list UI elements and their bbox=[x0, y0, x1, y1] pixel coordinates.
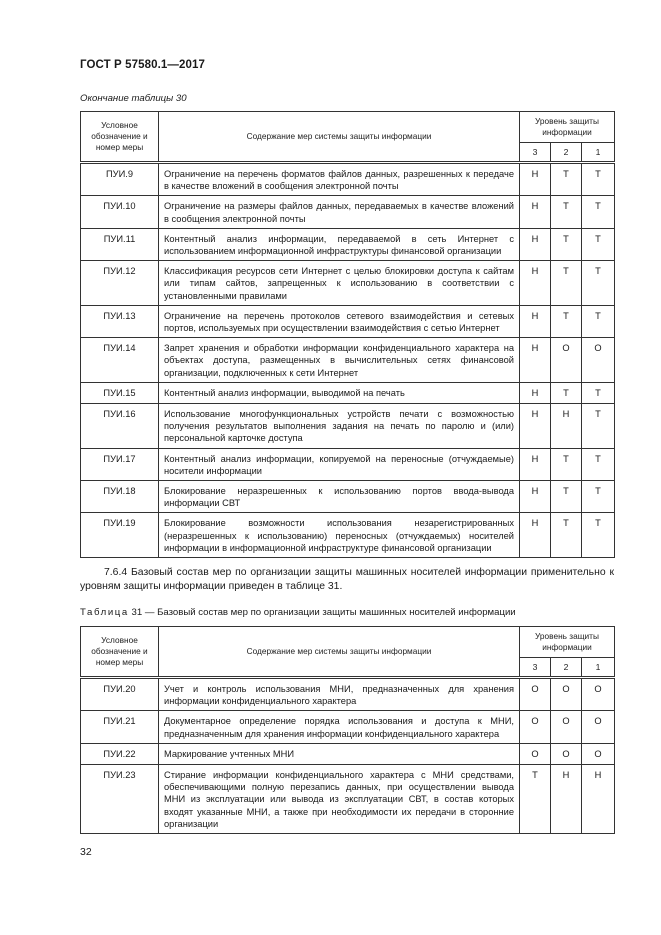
measure-code: ПУИ.21 bbox=[81, 711, 159, 743]
level-2-value: Т bbox=[551, 513, 582, 558]
col-header-description: Содержание мер системы защиты информации bbox=[159, 112, 520, 162]
table-row bbox=[81, 338, 615, 383]
measure-description: Документарное определение порядка использования и доступа к МНИ, предназначенным для хранения информации конфиденциального характера bbox=[159, 711, 520, 743]
section-paragraph: 7.6.4 Базовый состав мер по организации защиты машинных носителей информации применительно к уровням защиты информации приведен в таблице 31. bbox=[80, 567, 614, 592]
measure-description: Контентный анализ информации, выводимой на печать bbox=[159, 382, 520, 403]
table-row bbox=[81, 196, 615, 228]
level-2-value: Т bbox=[551, 448, 582, 480]
level-3-value: Н bbox=[520, 164, 551, 196]
table31-caption-text: 31 — Базовый состав мер по организации защиты машинных носителей информации bbox=[128, 607, 516, 618]
level-3-value: Н bbox=[520, 481, 551, 513]
measure-description: Блокирование неразрешенных к использованию портов ввода-вывода информации СВТ bbox=[159, 481, 520, 513]
measure-description: Использование многофункциональных устройств печати с возможностью получения результатов выполнения задания на печать по паролю и (или) персональной карточке доступа bbox=[159, 404, 520, 449]
measure-code: ПУИ.15 bbox=[81, 382, 159, 403]
measure-code: ПУИ.20 bbox=[81, 679, 159, 711]
table-row bbox=[81, 382, 615, 403]
level-1-value: Т bbox=[582, 261, 615, 306]
level-3-value: Н bbox=[520, 513, 551, 558]
level-2-value: Т bbox=[551, 261, 582, 306]
level-1-value: Т bbox=[582, 404, 615, 449]
level-1-value: О bbox=[582, 679, 615, 711]
measures-table-30 bbox=[80, 111, 615, 558]
level-3-value: Н bbox=[520, 404, 551, 449]
level-3-value: Н bbox=[520, 196, 551, 228]
measure-code: ПУИ.14 bbox=[81, 338, 159, 383]
col-header-description: Содержание мер системы защиты информации bbox=[159, 627, 520, 677]
page-number: 32 bbox=[80, 846, 92, 858]
measure-description: Классификация ресурсов сети Интернет с целью блокировки доступа к сайтам или типам сайтов, запрещенных к использованию в соответствии с установленными правилами bbox=[159, 261, 520, 306]
col-header-level-2: 2 bbox=[551, 658, 582, 677]
table-row bbox=[81, 305, 615, 337]
level-1-value: Н bbox=[582, 765, 615, 834]
level-2-value: Т bbox=[551, 481, 582, 513]
measure-code: ПУИ.19 bbox=[81, 513, 159, 558]
measure-code: ПУИ.13 bbox=[81, 305, 159, 337]
level-1-value: Т bbox=[582, 481, 615, 513]
level-3-value: О bbox=[520, 743, 551, 764]
measure-code: ПУИ.9 bbox=[81, 164, 159, 196]
level-1-value: Т bbox=[582, 305, 615, 337]
col-header-code: Условное обозначение и номер меры bbox=[81, 627, 159, 677]
measure-code: ПУИ.17 bbox=[81, 448, 159, 480]
level-2-value: О bbox=[551, 338, 582, 383]
measure-description: Запрет хранения и обработки информации конфиденциального характера на объектах доступа, размещенных в вычислительных сетях финансовой организации, подключенных к сети Интернет bbox=[159, 338, 520, 383]
level-3-value: Н bbox=[520, 338, 551, 383]
col-header-level-3: 3 bbox=[520, 143, 551, 162]
table-row bbox=[81, 228, 615, 260]
level-1-value: Т bbox=[582, 164, 615, 196]
level-1-value: Т bbox=[582, 382, 615, 403]
level-1-value: О bbox=[582, 743, 615, 764]
table-row bbox=[81, 765, 615, 834]
table-row bbox=[81, 448, 615, 480]
measure-code: ПУИ.10 bbox=[81, 196, 159, 228]
measure-description: Ограничение на перечень форматов файлов данных, разрешенных к передаче в качестве вложений в сообщения электронной почты bbox=[159, 164, 520, 196]
col-header-level-2: 2 bbox=[551, 143, 582, 162]
table-row bbox=[81, 711, 615, 743]
level-1-value: Т bbox=[582, 513, 615, 558]
table31-caption-prefix: Таблица bbox=[80, 607, 129, 618]
level-3-value: Т bbox=[520, 765, 551, 834]
col-header-level-3: 3 bbox=[520, 658, 551, 677]
measure-code: ПУИ.16 bbox=[81, 404, 159, 449]
measure-code: ПУИ.22 bbox=[81, 743, 159, 764]
measure-code: ПУИ.12 bbox=[81, 261, 159, 306]
table30-caption: Окончание таблицы 30 bbox=[80, 93, 187, 104]
level-1-value: О bbox=[582, 711, 615, 743]
col-header-code: Условное обозначение и номер меры bbox=[81, 112, 159, 162]
table30-body bbox=[81, 164, 615, 558]
level-2-value: О bbox=[551, 743, 582, 764]
col-header-protection-level: Уровень защиты информации bbox=[520, 112, 615, 143]
measure-code: ПУИ.18 bbox=[81, 481, 159, 513]
level-3-value: Н bbox=[520, 228, 551, 260]
col-header-level-1: 1 bbox=[582, 658, 615, 677]
level-2-value: Т bbox=[551, 164, 582, 196]
measure-description: Ограничение на размеры файлов данных, передаваемых в качестве вложений в сообщения электронной почты bbox=[159, 196, 520, 228]
table-row bbox=[81, 164, 615, 196]
measure-description: Маркирование учтенных МНИ bbox=[159, 743, 520, 764]
level-2-value: Т bbox=[551, 382, 582, 403]
table31-body bbox=[81, 679, 615, 834]
level-3-value: Н bbox=[520, 305, 551, 337]
level-2-value: О bbox=[551, 711, 582, 743]
level-3-value: Н bbox=[520, 261, 551, 306]
measure-description: Контентный анализ информации, передаваемой в сеть Интернет с использованием информационной инфраструктуры финансовой организации bbox=[159, 228, 520, 260]
level-2-value: Т bbox=[551, 305, 582, 337]
measure-description: Ограничение на перечень протоколов сетевого взаимодействия и сетевых портов, используемых при осуществлении взаимодействия с сетью Интернет bbox=[159, 305, 520, 337]
table-row bbox=[81, 261, 615, 306]
level-3-value: Н bbox=[520, 382, 551, 403]
table-row bbox=[81, 481, 615, 513]
table31-caption bbox=[80, 607, 516, 618]
level-1-value: Т bbox=[582, 448, 615, 480]
level-3-value: Н bbox=[520, 448, 551, 480]
level-1-value: Т bbox=[582, 228, 615, 260]
table-row bbox=[81, 513, 615, 558]
level-2-value: О bbox=[551, 679, 582, 711]
measure-description: Учет и контроль использования МНИ, предназначенных для хранения информации конфиденциального характера bbox=[159, 679, 520, 711]
document-header: ГОСТ Р 57580.1—2017 bbox=[80, 59, 205, 71]
table-row bbox=[81, 404, 615, 449]
level-2-value: Н bbox=[551, 765, 582, 834]
level-2-value: Н bbox=[551, 404, 582, 449]
level-3-value: О bbox=[520, 679, 551, 711]
measure-code: ПУИ.11 bbox=[81, 228, 159, 260]
level-1-value: Т bbox=[582, 196, 615, 228]
table-row bbox=[81, 679, 615, 711]
col-header-protection-level: Уровень защиты информации bbox=[520, 627, 615, 658]
measures-table-31 bbox=[80, 626, 615, 834]
col-header-level-1: 1 bbox=[582, 143, 615, 162]
table-row bbox=[81, 743, 615, 764]
level-3-value: О bbox=[520, 711, 551, 743]
measure-description: Контентный анализ информации, копируемой на переносные (отчуждаемые) носители информации bbox=[159, 448, 520, 480]
measure-description: Стирание информации конфиденциального характера с МНИ средствами, обеспечивающими полную перезапись данных, при осуществлении вывода МНИ из эксплуатации или вывода из эксплуатации СВТ, в состав которых входят указанные МНИ, а также при необходимости их передачи в сторонние организации bbox=[159, 765, 520, 834]
measure-code: ПУИ.23 bbox=[81, 765, 159, 834]
level-2-value: Т bbox=[551, 196, 582, 228]
level-2-value: Т bbox=[551, 228, 582, 260]
measure-description: Блокирование возможности использования незарегистрированных (неразрешенных к использованию) переносных (отчуждаемых) носителей информации в информационной инфраструктуре финансовой организации bbox=[159, 513, 520, 558]
level-1-value: О bbox=[582, 338, 615, 383]
